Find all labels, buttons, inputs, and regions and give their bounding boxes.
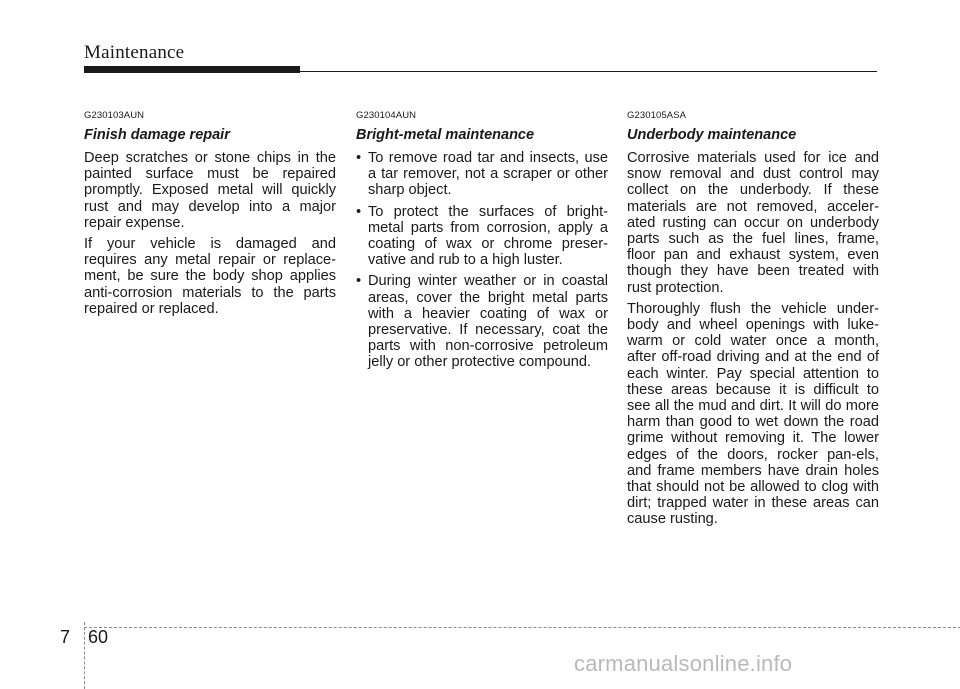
column-underbody-maintenance [627,110,879,533]
bullet-item [356,150,608,199]
chapter-number: 7 [60,627,71,647]
section-heading: Underbody maintenance [627,127,797,143]
bullet-text: To protect the surfaces of bright-metal parts from corrosion, apply a coating of wax or chrome preser-vative and rub to a high luster. [368,203,608,269]
paragraph: Deep scratches or stone chips in the painted surface must be repaired promptly. Exposed metal will quickly rust and may develop into a major repair expense. [84,150,336,231]
bullet-item [356,273,608,370]
section-code: G230105ASA [627,110,687,121]
bullet-text: During winter weather or in coastal areas, cover the bright metal parts with a heavier coating of wax or preservative. If necessary, coat the parts with non-corrosive petroleum jelly or other protective compound. [368,273,608,371]
section-heading: Finish damage repair [84,127,230,143]
bullet-icon: • [356,150,362,166]
header-rule-thick [84,66,300,73]
column-finish-damage-repair [84,110,336,322]
bullet-icon: • [356,203,362,220]
footer-divider [84,622,85,689]
section-code: G230104AUN [356,110,417,121]
header-rule-thin [300,71,877,72]
footer-rule [84,627,960,628]
paragraph: Corrosive materials used for ice and snow removal and dust control may collect on the underbody. If these materials are not removed, acceler-ated rusting can occur on underbody parts such as the fuel lines, frame, floor pan and exhaust system, even though they have been treated with rust protection. [627,150,879,296]
column-bright-metal-maintenance [356,110,608,376]
bullet-text: To remove road tar and insects, use a tar remover, not a scraper or other sharp object. [368,150,608,199]
section-code: G230103AUN [84,110,145,121]
bullet-list [356,150,608,371]
bullet-icon: • [356,273,362,290]
watermark: carmanualsonline.info [574,651,793,676]
section-title: Maintenance [84,42,185,63]
paragraph: Thoroughly flush the vehicle under-body and wheel openings with luke-warm or cold water once a month, after off-road driving and at the end of each winter. Pay special attention to these areas because it is difficult to see all the mud and dirt. It will do more harm than good to wet down the road grime without removing it. The lower edges of the doors, rocker pan-els, and frame members have drain holes that should not be allowed to clog with dirt; trapped water in these areas can cause rusting. [627,300,879,528]
page-number: 60 [88,627,109,647]
section-heading: Bright-metal maintenance [356,127,535,143]
bullet-item [356,204,608,269]
paragraph: If your vehicle is damaged and requires any metal repair or replace-ment, be sure the body shop applies anti-corrosion materials to the parts repaired or replaced. [84,236,336,317]
